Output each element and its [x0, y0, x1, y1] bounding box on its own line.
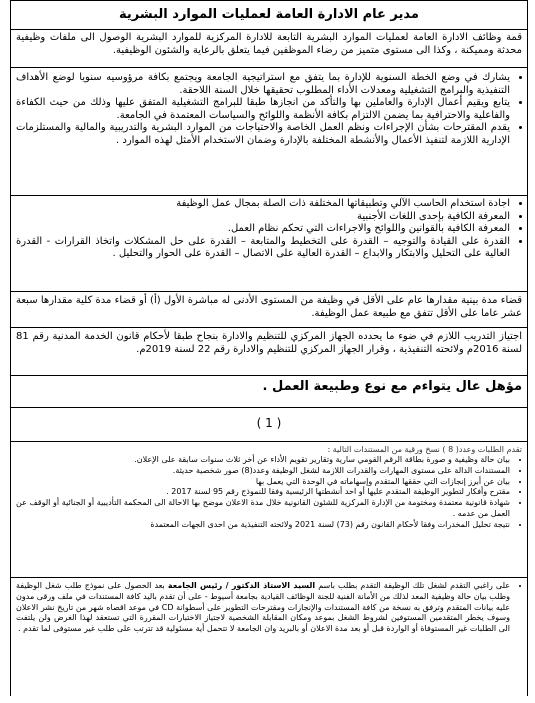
document-item: • المستندات الدالة على مستوى المهارات والقدرات اللازمة لشغل الوظيفة وعدد(8) صور شخصية حديثة.: [16, 466, 510, 477]
documents-heading: تقدم الطلبات وعدد( 8 ) نسخ ورقية من المستندات التالية :: [327, 445, 522, 454]
document-item: • بيان عن أبرز إنجازات التي حققها المتقدم وإسهاماته في الوحدة التي يعمل بها: [16, 477, 510, 488]
application-section: [10, 578, 528, 696]
duties-list: [16, 72, 522, 147]
duty-item: • يتابع ويقيم أعمال الإدارة والعاملين بها والتأكد من انجازها طبقا للبرامج التشغيلية المتفق عليها وذلك من حيث الكفاءة والفاعلية والاحترافية بما يضمن الالتزام بكافة الأنظمة واللوائح والسياسات المعتمدة في الجامعة.: [16, 97, 510, 122]
vacancy-count: ( 1 ): [256, 416, 282, 430]
application-pre: على راغبي التقدم لشغل تلك الوظيفة التقدم بطلب باسم: [315, 581, 510, 590]
duty-item: • يقدم المقترحات بشأن الإجراءات ونظم العمل الخاصة والاحتياجات من الموارد البشرية والتدريبية والمالية والمستلزمات الإدارية اللازمة لتنفيذ الأعمال والأنشطة المختلفة بالإدارة وضمان الاستخدام الأمثل لهذه الموارد .: [16, 122, 510, 147]
page-title: مدير عام الادارة العامة لعمليات الموارد البشرية: [10, 0, 528, 30]
job-summary-text: قمة وظائف الادارة العامة لعمليات الموارد البشرية التابعة للادارة المركزية للموارد البشرية الوصول الى ملفات وظيفية محدثة ومميكنة ، وكذا الى مستوى متميز من رضاء الموظفين فيما يتعلق بالرعاية والشئون الوظيفية.: [16, 32, 522, 56]
qualification-section: [10, 376, 528, 408]
document-item: • نتيجة تحليل المخدرات وفقا لأحكام القانون رقم (73) لسنة 2021 ولائحته التنفيذية من احدى الجهات المعتمدة: [16, 520, 510, 531]
documents-section: [10, 442, 528, 578]
duties-section: [10, 68, 528, 196]
document-item: • بيان حالة وظيفية و صورة بطاقة الرقم القومي سارية وتقارير تقويم الأداء عن أخر ثلاث سنوات سابقة على الإعلان.: [16, 455, 510, 466]
document-item: • مقترح وأفكار لتطوير الوظيفة المتقدم عليها أو احد أنشطتها الرئيسية وفقا للنموذج رقم 95 لسنة 2017 .: [16, 487, 510, 498]
university-president-name: السيد الاستاذ الدكتور / رئيس الجامعة: [167, 581, 316, 590]
experience-section: [10, 292, 528, 328]
application-text: [16, 581, 510, 635]
training-text: اجتياز التدريب اللازم في ضوء ما يحدده الجهاز المركزي للتنظيم والادارة بنجاح طبقا لأحكام قانون الخدمة المدنية رقم 81 لسنة 2016م ولائحته التنفيذية ، وقرار الجهاز المركزي للتنظيم والادارة رقم 22 لسنة 2019م.: [16, 331, 522, 355]
skill-item: • اجادة استخدام الحاسب الآلي وتطبيقاتها المختلفة ذات الصلة بمجال عمل الوظيفة: [16, 198, 510, 211]
application-post: بعد الحصول على نموذج طلب شغل الوظيفة وطلب بيان حالة وظيفية المعد لذلك من الأمانة الفنية للجنة الوظائف القيادية بجامعة أسيوط - على أن تقدم باليد كافة المستندات في ملف ورقى مدون عليه بيانات المتقدم وترفق به نسخة من كافة المستندات والإنجازات ومقترحات التطوير على أسطوانة CD في موعد اقصاه شهر من تاريخ نشر الاعلان وسوف يخطر المتقدمين المستوفين لشروط الشغل بموعد ومكان المقابلة الشخصية لاجتياز الاختبارات المقررة التي تستعقد لهذا الغرض ولن يلتفت الى الطلبات غير المستوفاة أو الواردة قبل أو بعد مدة الاعلان أو بالبريد وان الجامعة لا تتحمل أية مسئولية قد تترتب على طلب غير مستوفى لما تقدم .: [16, 581, 511, 634]
job-summary-section: [10, 30, 528, 68]
document-item: • شهادة قانونية معتمدة ومختومة من الإدارة المركزية للشئون القانونية خلال مدة الاعلان موضح بها الاحالة الى المحكمة التأديبية أو الجنائية أو الوقف عن العمل من عدمه .: [16, 498, 510, 520]
skills-section: [10, 196, 528, 292]
qualification-text: مؤهل عال يتواءم مع نوع وطبيعة العمل .: [262, 379, 522, 394]
training-section: [10, 328, 528, 376]
skill-item: • المعرفة الكافية بالقوانين واللوائح والاجراءات التي تحكم نظام العمل.: [16, 223, 510, 236]
experience-text: قضاء مدة بينية مقدارها عام على الأقل في وظيفة من المستوى الأدنى له مباشرة الأول (أ) أو قضاء مدة كلية مقدارها سبعة عشر عاما على الأقل تتفق مع طبيعة عمل الوظيفة.: [16, 295, 522, 319]
skill-item: • المعرفة الكافية بإحدى اللغات الأجنبية: [16, 211, 510, 224]
vacancy-count-section: [10, 408, 528, 442]
skills-list: [16, 198, 522, 261]
duty-item: • يشارك في وضع الخطة السنوية للإدارة بما يتفق مع استراتيجية الجامعة ويجتمع بكافة مرؤوسيه سنويا لوضع الأهداف التنفيذية والبرامج التشغيلية ومعدلات الأداء المطلوب تحقيقها خلال السنة اللاحقة.: [16, 72, 510, 97]
job-announcement: [10, 0, 528, 696]
skill-item: • القدرة على القيادة والتوجيه – القدرة على التخطيط والمتابعة – القدرة على حل المشكلات واتخاذ القرارات - القدرة العالية على التحليل والابتكار والابداع – القدرة العالية على الاتصال – القدرة على الحوار والتحليل .: [16, 236, 510, 261]
application-list: [16, 581, 522, 635]
documents-list: [16, 455, 522, 531]
